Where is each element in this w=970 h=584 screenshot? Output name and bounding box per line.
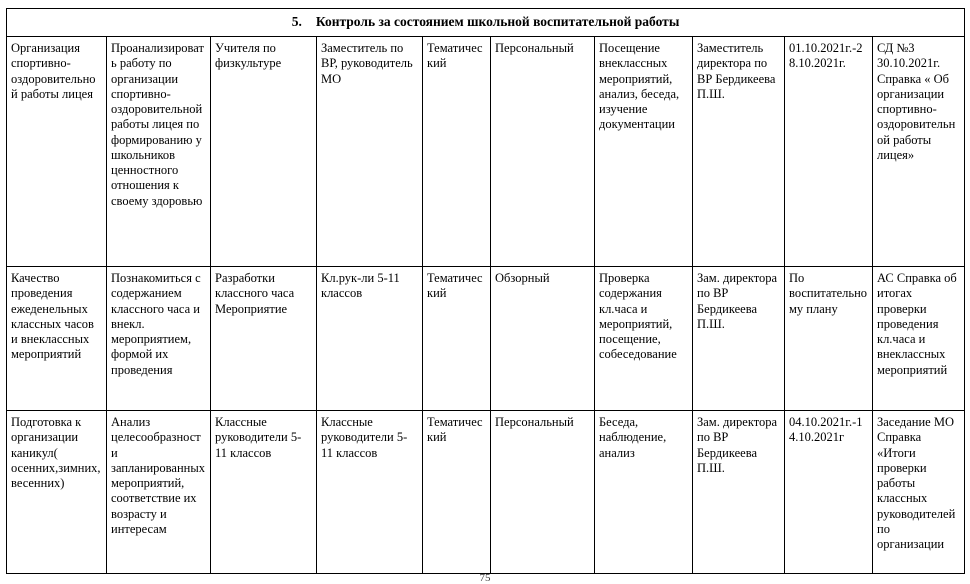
cell-dates: 04.10.2021г.-14.10.2021г bbox=[785, 411, 873, 574]
cell-type: Тематический bbox=[423, 411, 491, 574]
cell-result: Заседание МО Справка «Итоги проверки работы классных руководителей по организации bbox=[873, 411, 965, 574]
cell-type: Тематический bbox=[423, 267, 491, 411]
cell-object: Подготовка к организации каникул( осенних,зимних, весенних) bbox=[7, 411, 107, 574]
page-number: 75 bbox=[479, 572, 491, 584]
cell-goal: Познакомиться с содержанием классного часа и внекл. мероприятием, формой их проведения bbox=[107, 267, 211, 411]
cell-kind: Персональный bbox=[491, 37, 595, 267]
section-number: 5. bbox=[291, 14, 302, 29]
cell-kind: Обзорный bbox=[491, 267, 595, 411]
section-title: Контроль за состоянием школьной воспитательной работы bbox=[315, 14, 680, 29]
cell-responsible: Заместитель директора по ВР Бердикеева П.Ш. bbox=[693, 37, 785, 267]
cell-objects-of-control: Учителя по физкультуре bbox=[211, 37, 317, 267]
cell-methods: Посещение внеклассных мероприятий, анализ, беседа, изучение документации bbox=[595, 37, 693, 267]
cell-who-controls: Заместитель по ВР, руководитель МО bbox=[317, 37, 423, 267]
cell-who-controls: Классные руководители 5-11 классов bbox=[317, 411, 423, 574]
cell-objects-of-control: Разработки классного часа Мероприятие bbox=[211, 267, 317, 411]
table-row bbox=[7, 37, 965, 267]
table-row bbox=[7, 411, 965, 574]
cell-object: Организация спортивно-оздоровительной работы лицея bbox=[7, 37, 107, 267]
table-title-row bbox=[7, 9, 965, 37]
cell-goal: Анализ целесообразности запланированных мероприятий, соответствие их возрасту и интересам bbox=[107, 411, 211, 574]
cell-dates: По воспитательному плану bbox=[785, 267, 873, 411]
cell-result: АС Справка об итогах проверки проведения кл.часа и внеклассных мероприятий bbox=[873, 267, 965, 411]
cell-responsible: Зам. директора по ВР Бердикеева П.Ш. bbox=[693, 411, 785, 574]
table-row bbox=[7, 267, 965, 411]
cell-dates: 01.10.2021г.-28.10.2021г. bbox=[785, 37, 873, 267]
cell-kind: Персональный bbox=[491, 411, 595, 574]
control-plan-table bbox=[6, 8, 965, 574]
cell-objects-of-control: Классные руководители 5-11 классов bbox=[211, 411, 317, 574]
cell-methods: Беседа, наблюдение, анализ bbox=[595, 411, 693, 574]
cell-goal: Проанализировать работу по организации спортивно-оздоровительной работы лицея по формированию у школьников ценностного отношения к своему здоровью bbox=[107, 37, 211, 267]
cell-methods: Проверка содержания кл.часа и мероприятий, посещение, собеседование bbox=[595, 267, 693, 411]
cell-result: СД №3 30.10.2021г. Справка « Об организации спортивно-оздоровительной работы лицея» bbox=[873, 37, 965, 267]
cell-who-controls: Кл.рук-ли 5-11 классов bbox=[317, 267, 423, 411]
cell-responsible: Зам. директора по ВР Бердикеева П.Ш. bbox=[693, 267, 785, 411]
section-heading bbox=[7, 9, 965, 37]
cell-object: Качество проведения ежеденельных классных часов и внеклассных мероприятий bbox=[7, 267, 107, 411]
cell-type: Тематический bbox=[423, 37, 491, 267]
